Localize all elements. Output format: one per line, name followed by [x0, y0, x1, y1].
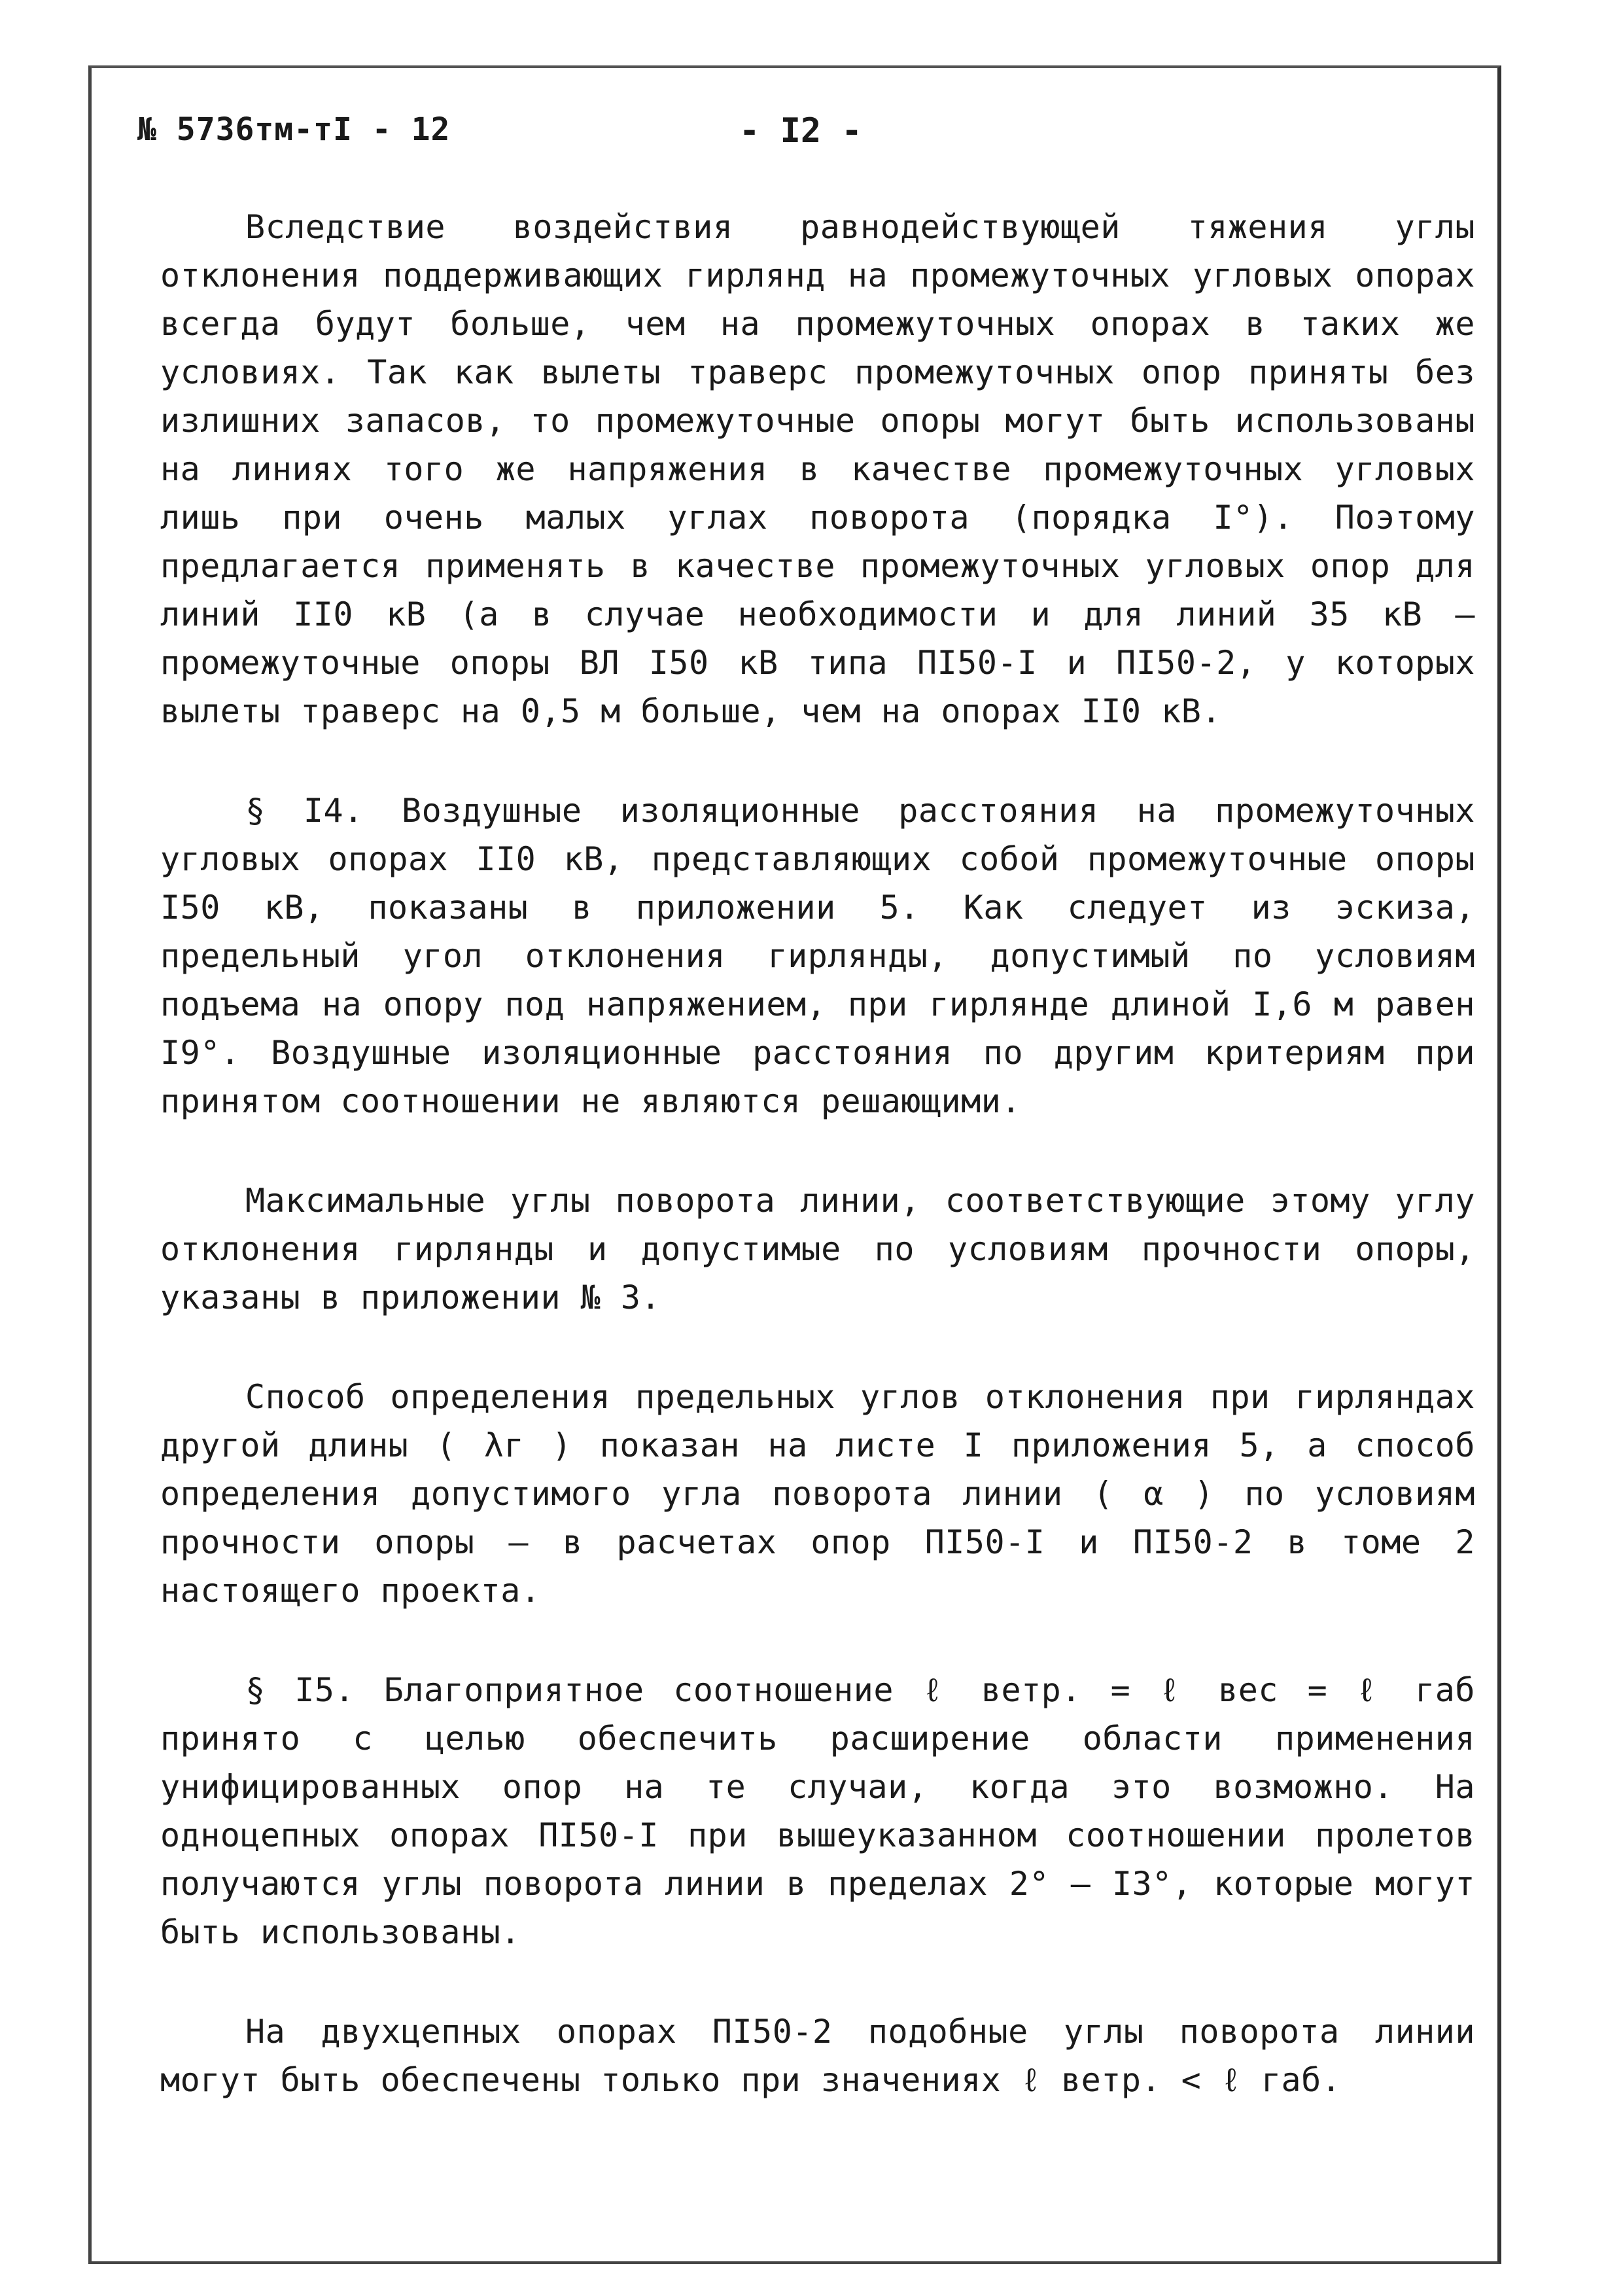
document-body: [160, 203, 1475, 2104]
paragraph-method: Способ определения предельных углов отклонения при гирляндах другой длины ( λг ) показан на листе I приложения 5, а способ определения допустимого угла поворота линии ( α ) по условиям прочности опоры – в расчетах опор ПI50-I и ПI50-2 в томе 2 настоящего проекта.: [160, 1378, 1475, 1610]
paragraph-section-14: § I4. Воздушные изоляционные расстояния на промежуточных угловых опорах II0 кВ, представляющих собой промежуточные опоры I50 кВ, показаны в приложении 5. Как следует из эскиза, предельный угол отклонения гирлянды, допустимый по условиям подъема на опору под напряжением, при гирлянде длиной I,6 м равен I9°. Воздушные изоляционные расстояния по другим критериям при принятом соотношении не являются решающими.: [160, 792, 1475, 1120]
paragraph-section-15: § I5. Благоприятное соотношение ℓ ветр. = ℓ вес = ℓ габ принято с целью обеспечить расширение области применения унифицированных опор на те случаи, когда это возможно. На одноцепных опорах ПI50-I при вышеуказанном соотношении пролетов получаются углы поворота линии в пределах 2° – I3°, которые могут быть использованы.: [160, 1671, 1475, 1951]
paragraph-double-circuit: На двухцепных опорах ПI50-2 подобные углы поворота линии могут быть обеспечены только при значениях ℓ ветр. < ℓ габ.: [160, 2013, 1475, 2099]
paragraph-max-angles: Максимальные углы поворота линии, соответствующие этому углу отклонения гирлянды и допустимые по условиям прочности опоры, указаны в приложении № 3.: [160, 1182, 1475, 1316]
page-number: - I2 -: [739, 111, 862, 150]
document-code: № 5736тм-тI - 12: [137, 111, 451, 148]
page-header: [0, 111, 1623, 157]
paragraph-deflection-angles: Вследствие воздействия равнодействующей тяжения углы отклонения поддерживающих гирлянд на промежуточных угловых опорах всегда будут больше, чем на промежуточных опорах в таких же условиях. Так как вылеты траверс промежуточных опор приняты без излишних запасов, то промежуточные опоры могут быть использованы на линиях того же напряжения в качестве промежуточных угловых лишь при очень малых углах поворота (порядка I°). Поэтому предлагается применять в качестве промежуточных угловых опор для линий II0 кВ (а в случае необходимости и для линий 35 кВ – промежуточные опоры ВЛ I50 кВ типа ПI50-I и ПI50-2, у которых вылеты траверс на 0,5 м больше, чем на опорах II0 кВ.: [160, 208, 1475, 730]
